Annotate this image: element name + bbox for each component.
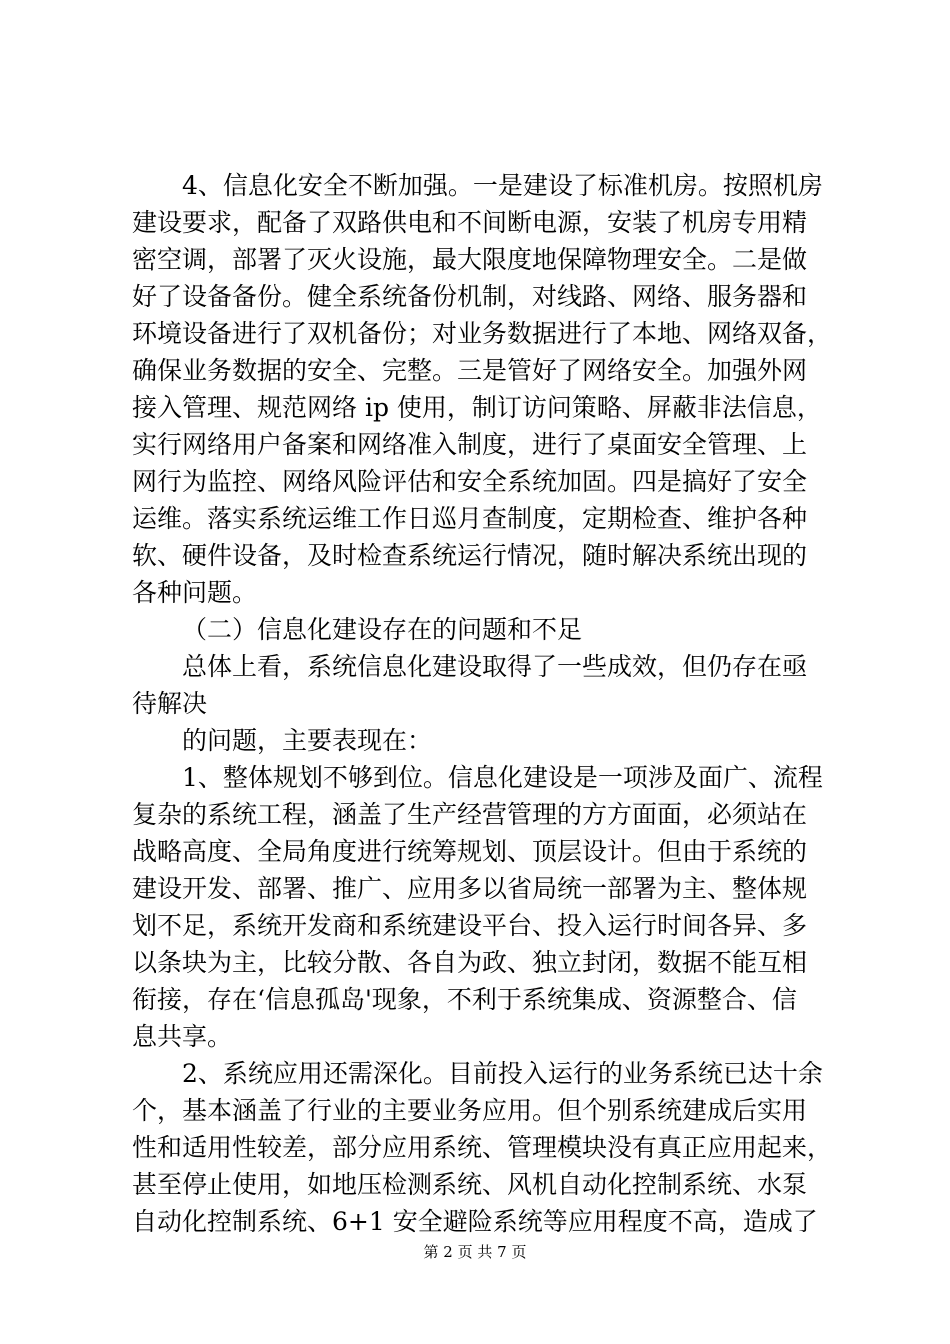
body-line: 建设开发、部署、推广、应用多以省局统一部署为主、整体规 [132,874,808,903]
body-line: 战略高度、全局角度进行统筹规划、顶层设计。但由于系统的 [132,837,808,866]
body-line: 自动化控制系统、6+1 安全避险系统等应用程度不高，造成了 [132,1207,818,1236]
body-line: 2、系统应用还需深化。目前投入运行的业务系统已达十余 [182,1059,823,1088]
body-line: 性和适用性较差，部分应用系统、管理模块没有真正应用起来， [132,1133,832,1162]
body-line: 以条块为主，比较分散、各自为政、独立封闭，数据不能互相 [132,948,808,977]
body-line: 总体上看，系统信息化建设取得了一些成效，但仍存在亟 [182,652,808,681]
body-line: 个，基本涵盖了行业的主要业务应用。但个别系统建成后实用 [132,1096,808,1125]
section-heading: （二）信息化建设存在的问题和不足 [182,615,583,644]
body-line: 网行为监控、网络风险评估和安全系统加固。四是搞好了安全 [132,467,808,496]
body-line: 软、硬件设备，及时检查系统运行情况，随时解决系统出现的 [132,541,808,570]
body-line: 4、信息化安全不断加强。一是建设了标准机房。按照机房 [182,171,823,200]
body-line: 划不足，系统开发商和系统建设平台、投入运行时间各异、多 [132,911,808,940]
body-line: 环境设备进行了双机备份；对业务数据进行了本地、网络双备， [132,319,832,348]
body-line: 好了设备备份。健全系统备份机制，对线路、网络、服务器和 [132,282,808,311]
body-line: 建设要求，配备了双路供电和不间断电源，安装了机房专用精 [132,208,808,237]
body-line: 运维。落实系统运维工作日巡月查制度，定期检查、维护各种 [132,504,808,533]
body-line: 接入管理、规范网络 ip 使用，制订访问策略、屏蔽非法信息， [132,393,822,422]
body-line: 甚至停止使用，如地压检测系统、风机自动化控制系统、水泵 [132,1170,808,1199]
body-line: 1、整体规划不够到位。信息化建设是一项涉及面广、流程 [182,763,823,792]
body-line: 各种问题。 [132,578,258,607]
body-line: 确保业务数据的安全、完整。三是管好了网络安全。加强外网 [132,356,808,385]
body-line: 密空调，部署了灭火设施，最大限度地保障物理安全。二是做 [132,245,808,274]
body-line: 实行网络用户备案和网络准入制度，进行了桌面安全管理、上 [132,430,808,459]
body-line: 复杂的系统工程，涵盖了生产经营管理的方方面面，必须站在 [132,800,808,829]
body-line: 待解决 [132,689,208,718]
body-line: 的问题，主要表现在： [182,726,433,755]
page-number-footer: 第 2 页 共 7 页 [423,1243,527,1261]
body-line: 衔接，存在‘信息孤岛'现象，不利于系统集成、资源整合、信 [132,985,797,1014]
body-line: 息共享。 [132,1022,233,1051]
